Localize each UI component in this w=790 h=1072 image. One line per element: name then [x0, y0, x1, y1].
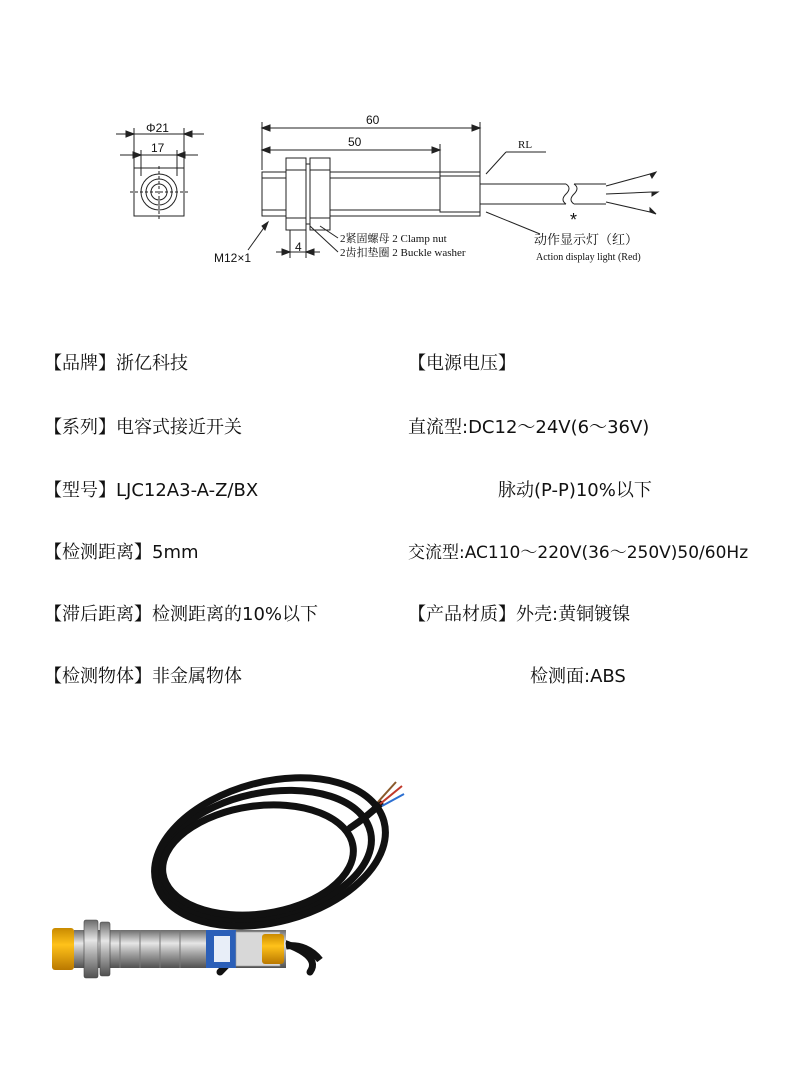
spec-detect-object: 【检测物体】非金属物体 [44, 666, 242, 687]
dim-phi21-label: Φ21 [146, 121, 169, 135]
spec-dc-voltage: 直流型:DC12～24V(6～36V) [408, 417, 650, 438]
spec-detect-face: 检测面:ABS [530, 666, 626, 687]
dim-4-label: 4 [295, 240, 302, 254]
product-photo [0, 760, 790, 1068]
spec-material: 【产品材质】外壳:黄铜镀镍 [408, 604, 631, 625]
spec-series: 【系列】电容式接近开关 [44, 417, 242, 438]
dim-17-label: 17 [151, 141, 165, 155]
sensor-body [52, 920, 320, 978]
action-light-en-label: Action display light (Red) [536, 252, 641, 263]
spec-hysteresis: 【滞后距离】检测距离的10%以下 [44, 604, 319, 625]
dim-50-label: 50 [348, 135, 362, 149]
asterisk-mark: * [570, 210, 578, 230]
rl-label: RL [518, 139, 533, 151]
spec-ac-voltage: 交流型:AC110～220V(36～250V)50/60Hz [408, 543, 749, 563]
spec-voltage-title: 【电源电压】 [408, 353, 516, 374]
buckle-washer-label: 2齿扣垫圈 2 Buckle washer [340, 247, 466, 259]
action-light-cn-label: 动作显示灯（红） [534, 233, 639, 248]
thread-label: M12×1 [214, 251, 252, 265]
clamp-nut-label: 2紧固螺母 2 Clamp nut [340, 233, 447, 245]
spec-ripple: 脉动(P-P)10%以下 [498, 480, 652, 501]
spec-detect-distance: 【检测距离】5mm [44, 542, 199, 563]
spec-model: 【型号】LJC12A3-A-Z/BX [44, 480, 259, 501]
spec-brand: 【品牌】浙亿科技 [44, 353, 188, 374]
wire-ends [378, 782, 404, 806]
dimension-drawing [0, 0, 790, 300]
dim-60-label: 60 [366, 113, 380, 127]
